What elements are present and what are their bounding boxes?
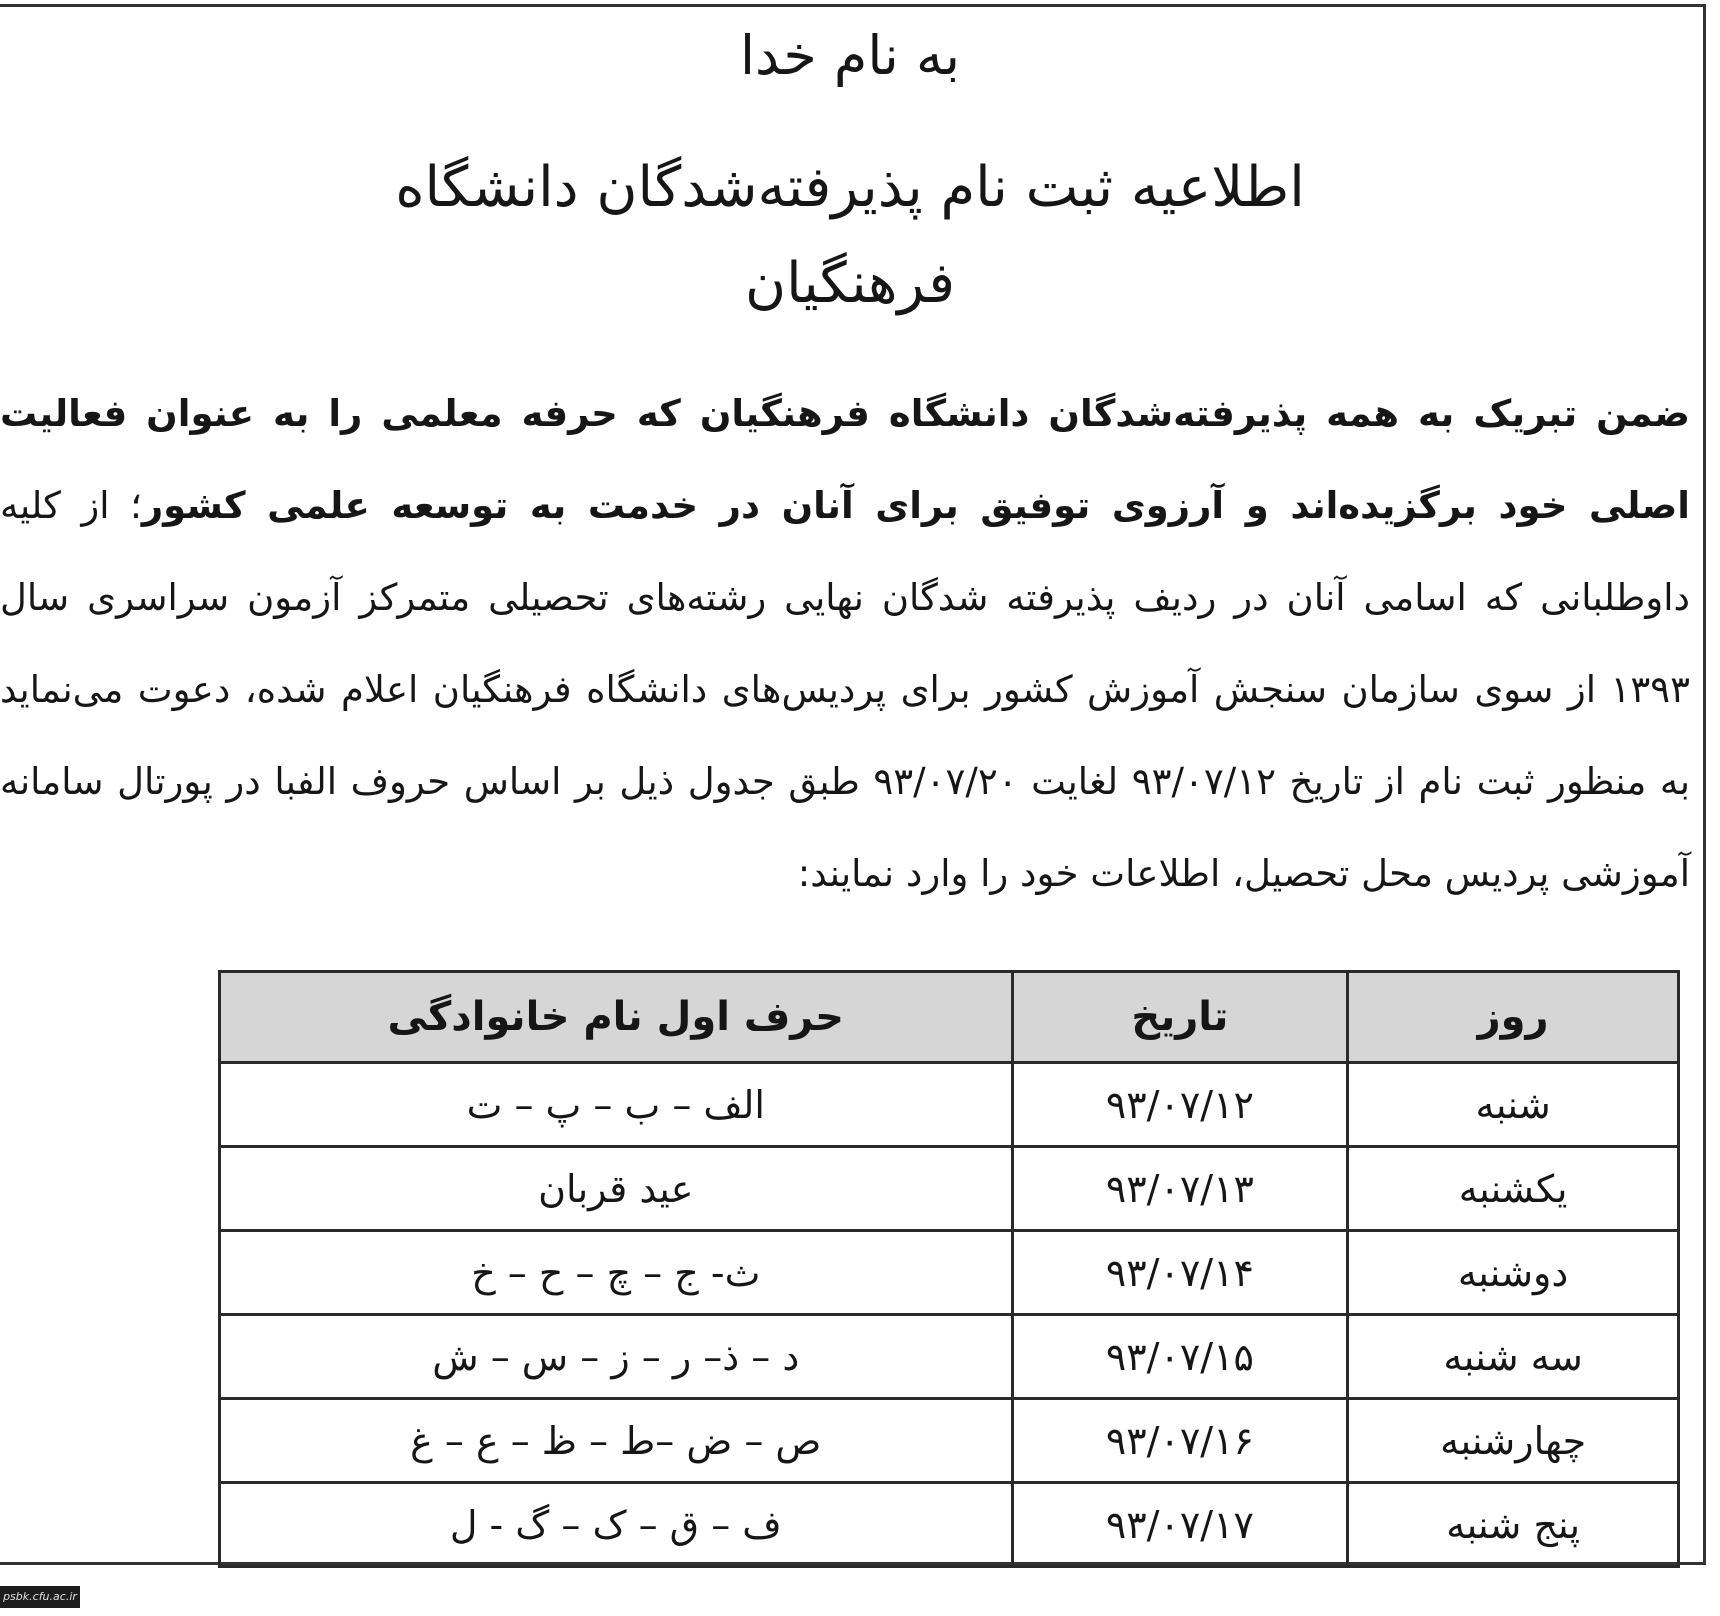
announcement-title	[70, 140, 1630, 332]
cell-day: دوشنبه	[1348, 1231, 1679, 1315]
table-row	[220, 1147, 1679, 1231]
header-date: تاریخ	[1012, 972, 1348, 1063]
basmala-heading: به نام خدا	[740, 24, 960, 87]
announcement-title-line2: فرهنگیان	[744, 251, 956, 316]
cell-letters: ف – ق – ک – گ - ل	[220, 1483, 1013, 1567]
cell-letters: الف – ب – پ – ت	[220, 1063, 1013, 1147]
table-row	[220, 1483, 1679, 1567]
cell-letters: د – ذ– ر – ز – س – ش	[220, 1315, 1013, 1399]
announcement-body	[0, 368, 1690, 920]
cell-letters: ص – ض –ط – ظ – ع – غ	[220, 1399, 1013, 1483]
cell-date: ۹۳/۰۷/۱۴	[1012, 1231, 1348, 1315]
table-row	[220, 1315, 1679, 1399]
cell-date: ۹۳/۰۷/۱۳	[1012, 1147, 1348, 1231]
cell-day: سه شنبه	[1348, 1315, 1679, 1399]
table-row	[220, 1231, 1679, 1315]
header-day: روز	[1348, 972, 1679, 1063]
cell-day: شنبه	[1348, 1063, 1679, 1147]
cell-date: ۹۳/۰۷/۱۵	[1012, 1315, 1348, 1399]
body-congratulation-text: ضمن تبریک به همه پذیرفته‌شدگان دانشگاه فرهنگیان که حرفه معلمی را به عنوان فعالیت اصلی خود برگزیده‌اند و آرزوی توفیق برای آنان در خدمت به توسعه علمی کشور	[0, 392, 1690, 527]
header-letters: حرف اول نام خانوادگی	[220, 972, 1013, 1063]
cell-date: ۹۳/۰۷/۱۷	[1012, 1483, 1348, 1567]
cell-day: پنج شنبه	[1348, 1483, 1679, 1567]
announcement-title-line1: اطلاعیه ثبت نام پذیرفته‌شدگان دانشگاه	[395, 155, 1305, 220]
frame-right-border	[1703, 4, 1706, 1564]
site-watermark: psbk.cfu.ac.ir	[0, 1586, 80, 1608]
cell-day: چهارشنبه	[1348, 1399, 1679, 1483]
cell-date: ۹۳/۰۷/۱۲	[1012, 1063, 1348, 1147]
cell-letters: عید قربان	[220, 1147, 1013, 1231]
cell-date: ۹۳/۰۷/۱۶	[1012, 1399, 1348, 1483]
table-header-row	[220, 972, 1679, 1063]
table-row	[220, 1063, 1679, 1147]
registration-schedule-table	[218, 970, 1680, 1568]
cell-letters: ث- ج – چ – ح – خ	[220, 1231, 1013, 1315]
frame-top-border	[0, 4, 1706, 7]
body-instruction-text: ؛ از کلیه داوطلبانی که اسامی آنان در ردیف پذیرفته شدگان نهایی رشته‌های تحصیلی متمرکز آزمون سراسری سال ۱۳۹۳ از سوی سازمان سنجش آموزش کشور برای پردیس‌های دانشگاه فرهنگیان اعلام شده، دعوت می‌نماید به منظور ثبت نام از تاریخ ۹۳/۰۷/۱۲ لغایت ۹۳/۰۷/۲۰ طبق جدول ذیل بر اساس حروف الفبا در پورتال سامانه آموزشی پردیس محل تحصیل، اطلاعات خود را وارد نمایند:	[0, 484, 1690, 895]
table-row	[220, 1399, 1679, 1483]
cell-day: یکشنبه	[1348, 1147, 1679, 1231]
